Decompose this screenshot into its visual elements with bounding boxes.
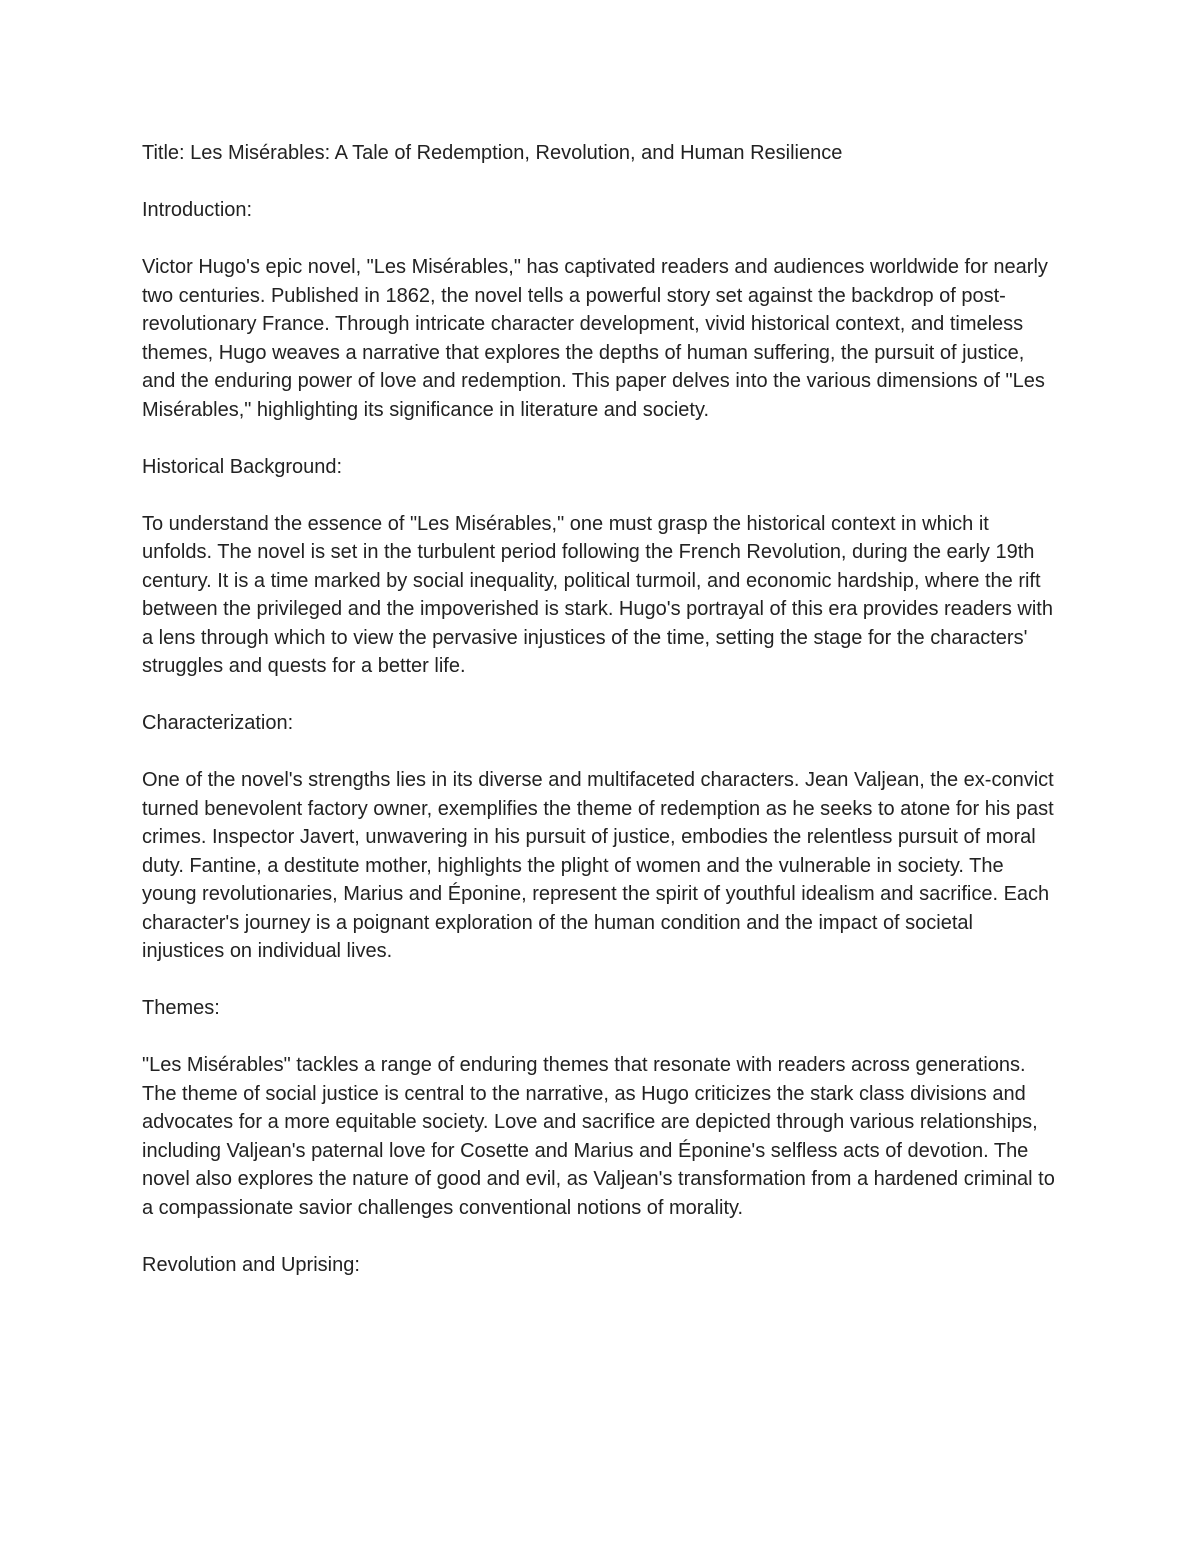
section-heading-historical-background: Historical Background: xyxy=(142,455,343,478)
section-paragraph-introduction: Victor Hugo's epic novel, "Les Misérables," has captivated readers and audiences worldwide for nearly two centuries. Published in 1862, the novel tells a powerful story set against the backdrop of post-revolutionary France. Through intricate character development, vivid historical context, and timeless themes, Hugo weaves a narrative that explores the depths of human suffering, the pursuit of justice, and the enduring power of love and redemption. This paper delves into the various dimensions of "Les Misérables," highlighting its significance in literature and society. xyxy=(142,256,1048,421)
section-heading-revolution-and-uprising: Revolution and Uprising: xyxy=(142,1253,360,1276)
section-heading-themes: Themes: xyxy=(142,997,220,1019)
section-paragraph-historical-background: To understand the essence of "Les Misérables," one must grasp the historical context in which it unfolds. The novel is set in the turbulent period following the French Revolution, during the early 19th century. It is a time marked by social inequality, political turmoil, and economic hardship, where the rift between the privileged and the impoverished is stark. Hugo's portrayal of this era provides readers with a lens through which to view the pervasive injustices of the time, setting the stage for the characters' struggles and quests for a better life. xyxy=(142,512,1053,677)
section-heading-introduction: Introduction: xyxy=(142,199,253,221)
document-title: Title: Les Misérables: A Tale of Redemption, Revolution, and Human Resilience xyxy=(142,142,843,164)
section-paragraph-themes: "Les Misérables" tackles a range of enduring themes that resonate with readers across generations. The theme of social justice is central to the narrative, as Hugo criticizes the stark class divisions and advocates for a more equitable society. Love and sacrifice are depicted through various relationships, including Valjean's paternal love for Cosette and Marius and Éponine's selfless acts of devotion. The novel also explores the nature of good and evil, as Valjean's transformation from a hardened criminal to a compassionate savior challenges conventional notions of morality. xyxy=(142,1054,1055,1219)
document-page xyxy=(142,139,1072,1308)
section-heading-characterization: Characterization: xyxy=(142,712,294,734)
section-paragraph-characterization: One of the novel's strengths lies in its diverse and multifaceted characters. Jean Valjean, the ex-convict turned benevolent factory owner, exemplifies the theme of redemption as he seeks to atone for his past crimes. Inspector Javert, unwavering in his pursuit of justice, embodies the relentless pursuit of moral duty. Fantine, a destitute mother, highlights the plight of women and the vulnerable in society. The young revolutionaries, Marius and Éponine, represent the spirit of youthful idealism and sacrifice. Each character's journey is a poignant exploration of the human condition and the impact of societal injustices on individual lives. xyxy=(142,769,1054,962)
